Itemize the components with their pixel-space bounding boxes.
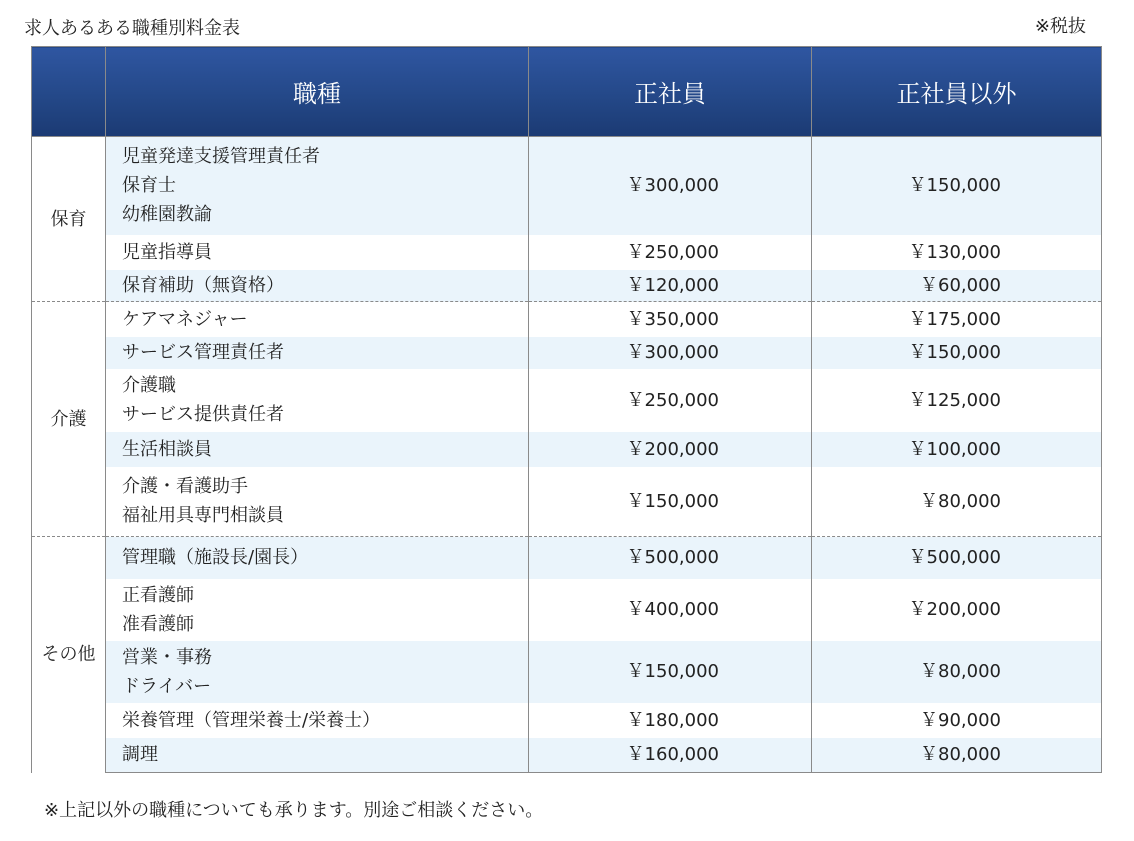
job-title: ドライバー (122, 675, 212, 697)
job-title: 調理 (122, 744, 158, 766)
non-regular-fee-cell: ￥90,000 (812, 703, 1102, 738)
non-regular-fee-cell: ￥60,000 (812, 270, 1102, 302)
job-cell (106, 302, 529, 337)
job-title: ケアマネジャー (122, 308, 248, 330)
regular-fee-cell: ￥250,000 (529, 235, 812, 270)
non-regular-fee-cell: ￥150,000 (812, 337, 1102, 369)
table-row (32, 432, 1102, 467)
job-title: 生活相談員 (122, 438, 212, 460)
table-row (32, 703, 1102, 738)
job-title: 児童発達支援管理責任者 (122, 146, 320, 168)
regular-fee-cell: ￥500,000 (529, 537, 812, 579)
category-cell: 保育 (32, 137, 106, 302)
table-row (32, 270, 1102, 302)
header-job: 職種 (106, 47, 529, 137)
table-row (32, 467, 1102, 537)
tax-note: ※税抜 (1034, 16, 1086, 37)
table-row (32, 337, 1102, 369)
job-cell (106, 137, 529, 235)
regular-fee-cell: ￥120,000 (529, 270, 812, 302)
job-title: 介護職 (122, 375, 176, 396)
footnote: ※上記以外の職種についても承ります。別途ご相談ください。 (44, 800, 544, 821)
job-title: 幼稚園教諭 (122, 204, 212, 226)
job-cell (106, 537, 529, 579)
regular-fee-cell: ￥400,000 (529, 579, 812, 641)
job-cell (106, 579, 529, 641)
job-title: 営業・事務 (122, 646, 212, 668)
table-row (32, 641, 1102, 703)
regular-fee-cell: ￥160,000 (529, 738, 812, 773)
table-row (32, 738, 1102, 773)
job-cell (106, 369, 529, 432)
non-regular-fee-cell: ￥80,000 (812, 641, 1102, 703)
job-cell (106, 467, 529, 537)
regular-fee-cell: ￥300,000 (529, 337, 812, 369)
header-category (32, 47, 106, 137)
regular-fee-cell: ￥200,000 (529, 432, 812, 467)
table-row (32, 579, 1102, 641)
non-regular-fee-cell: ￥125,000 (812, 369, 1102, 432)
job-title: 保育士 (122, 175, 176, 197)
non-regular-fee-cell: ￥130,000 (812, 235, 1102, 270)
job-title: 正看護師 (122, 584, 194, 606)
job-cell (106, 337, 529, 369)
category-cell: その他 (32, 537, 106, 773)
table-row (32, 235, 1102, 270)
non-regular-fee-cell: ￥80,000 (812, 738, 1102, 773)
regular-fee-cell: ￥150,000 (529, 641, 812, 703)
job-title: 准看護師 (122, 613, 194, 635)
job-title: 栄養管理（管理栄養士/栄養士） (122, 709, 381, 731)
job-cell (106, 432, 529, 467)
non-regular-fee-cell: ￥200,000 (812, 579, 1102, 641)
header-row (32, 47, 1102, 137)
job-cell (106, 270, 529, 302)
header-regular: 正社員 (529, 47, 812, 137)
job-cell (106, 641, 529, 703)
job-cell (106, 703, 529, 738)
job-title: 児童指導員 (122, 241, 212, 263)
header-non-regular: 正社員以外 (812, 47, 1102, 137)
job-title: サービス提供責任者 (122, 404, 284, 425)
table-row (32, 537, 1102, 579)
non-regular-fee-cell: ￥80,000 (812, 467, 1102, 537)
non-regular-fee-cell: ￥175,000 (812, 302, 1102, 337)
category-cell: 介護 (32, 302, 106, 537)
non-regular-fee-cell: ￥500,000 (812, 537, 1102, 579)
price-table-body (32, 137, 1102, 773)
regular-fee-cell: ￥150,000 (529, 467, 812, 537)
job-cell (106, 235, 529, 270)
table-caption: 求人あるある職種別料金表 (24, 18, 240, 39)
non-regular-fee-cell: ￥100,000 (812, 432, 1102, 467)
regular-fee-cell: ￥250,000 (529, 369, 812, 432)
job-cell (106, 738, 529, 773)
regular-fee-cell: ￥180,000 (529, 703, 812, 738)
table-row (32, 137, 1102, 235)
job-title: サービス管理責任者 (122, 342, 284, 363)
job-title: 保育補助（無資格） (122, 274, 284, 296)
regular-fee-cell: ￥350,000 (529, 302, 812, 337)
table-row (32, 369, 1102, 432)
regular-fee-cell: ￥300,000 (529, 137, 812, 235)
table-row (32, 302, 1102, 337)
job-title: 福祉用具専門相談員 (122, 505, 284, 527)
job-title: 介護・看護助手 (122, 476, 248, 498)
job-title: 管理職（施設長/園長） (122, 547, 309, 569)
non-regular-fee-cell: ￥150,000 (812, 137, 1102, 235)
price-table (31, 46, 1102, 773)
